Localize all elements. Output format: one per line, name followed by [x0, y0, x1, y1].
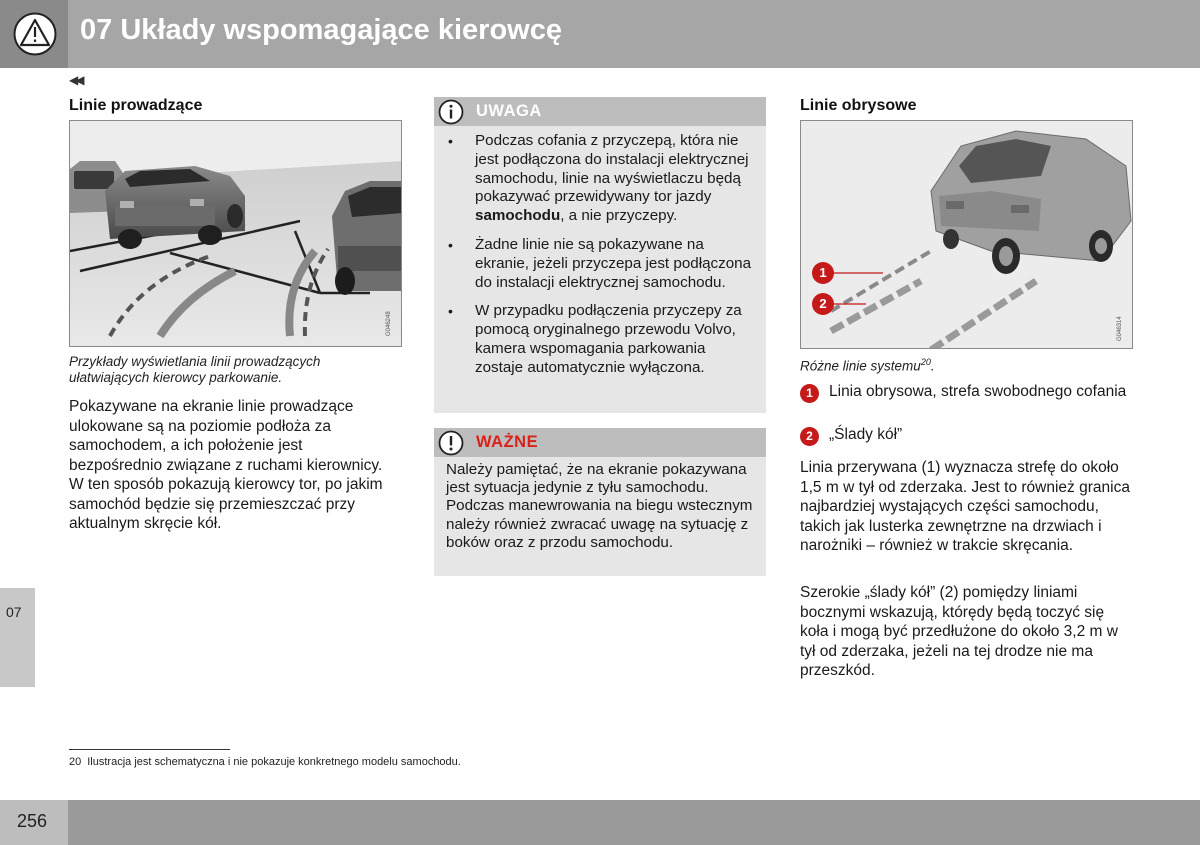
- legend-number-1: 1: [800, 384, 819, 403]
- footnote-number: 20: [69, 756, 82, 768]
- chapter-side-tab-number: 07: [6, 604, 22, 620]
- note-box-uwaga-header: [434, 97, 766, 126]
- note-title-uwaga: UWAGA: [476, 102, 542, 120]
- note-uwaga-list: [434, 126, 766, 378]
- footer-bar: [68, 800, 1200, 845]
- guide-lines-illustration: [69, 120, 402, 347]
- note-title-wazne: WAŻNE: [476, 433, 539, 451]
- warning-triangle-icon: [13, 12, 57, 56]
- chapter-side-tab[interactable]: [0, 588, 35, 687]
- outline-lines-illustration: [800, 120, 1133, 349]
- figure-code-right: G046314: [1117, 316, 1123, 341]
- callout-badge-2: 2: [812, 293, 834, 315]
- footnote-ref[interactable]: 20: [920, 357, 931, 367]
- note-wazne-text: Należy pamiętać, że na ekranie pokazywana jest sytuacja jedynie z tyłu samochodu. Podczas manewrowania na biegu wstecznym należy również zwracać uwagę na sytuację z boków oraz z przodu samochodu.: [446, 461, 753, 551]
- section-heading-guide-lines: Linie prowadzące: [69, 97, 203, 114]
- outline-paragraph-1: Linia przerywana (1) wyznacza strefę do około 1,5 m w tył od zderzaka. Jest to również granica najbardziej wystających części samochodu, takich jak lusterka zewnętrzne na drzwiach i narożniki – również w trakcie skręcania.: [800, 459, 1130, 554]
- footnote: [69, 756, 461, 768]
- note-uwaga-bullet-3: • W przypadku podłączenia przyczepy za pomocą oryginalnego przewodu Volvo, kamera wspomagania parkowania zostaje automatycznie wyłączona.: [434, 302, 756, 377]
- legend-text-1: Linia obrysowa, strefa swobodnego cofania: [829, 383, 1127, 400]
- section-heading-outline-lines: Linie obrysowe: [800, 97, 917, 114]
- outline-paragraph-2: Szerokie „ślady kół” (2) pomiędzy liniami bocznymi wskazują, którędy będą toczyć się koła i mogą być przedłużone do około 3,2 m w tył od zderzaka, jeżeli na tej drodze nie ma przeszkód.: [800, 584, 1118, 679]
- note-box-wazne: [434, 428, 766, 576]
- footnote-text: Ilustracja jest schematyczna i nie pokazuje konkretnego modelu samochodu.: [87, 756, 461, 768]
- guide-lines-drawing: [70, 121, 402, 347]
- note-box-wazne-header: [434, 428, 766, 457]
- page-number: 256: [17, 811, 48, 831]
- outline-lines-drawing: [801, 121, 1133, 349]
- footnote-divider: [69, 749, 230, 750]
- figure-caption-guide-lines: Przykłady wyświetlania linii prowadzących ułatwiających kierowcy parkowanie.: [69, 354, 321, 385]
- figure-caption-outline-lines: Różne linie systemu$^{20}$.: [800, 357, 935, 374]
- callout-badge-1: 1: [812, 262, 834, 284]
- note-box-uwaga: [434, 97, 766, 413]
- note-uwaga-bullet-2: • Żadne linie nie są pokazywane na ekranie, jeżeli przyczepa jest podłączona do instalacji elektrycznej samochodu.: [434, 236, 756, 292]
- legend-text-2: „Ślady kół”: [829, 426, 903, 443]
- info-icon: [438, 99, 464, 125]
- note-uwaga-bullet-1: • Podczas cofania z przyczepą, która nie jest podłączona do instalacji elektrycznej samochodu, linie na wyświetlaczu będą pokazywać przewidywany tor jazdy samochodu, a nie przyczepy.: [434, 132, 756, 226]
- legend-item-2: [800, 425, 1140, 444]
- figure-code-left: G046248: [386, 311, 392, 336]
- back-nav-icon[interactable]: ◀◀: [69, 73, 82, 87]
- guide-lines-paragraph: Pokazywane na ekranie linie prowadzące ulokowane są na poziomie podłoża za samochodem, a ich położenie jest bezpośrednio związane z ruchami kierownicy. W ten sposób pokazują kierowcy tor, po jakim samochód będzie się przemieszczać przy aktualnym skręcie kół.: [69, 398, 383, 532]
- chapter-title: 07 Układy wspomagające kierowcę: [80, 14, 562, 46]
- legend-item-1: [800, 382, 1140, 401]
- legend-number-2: 2: [800, 427, 819, 446]
- important-exclamation-icon: [438, 430, 464, 456]
